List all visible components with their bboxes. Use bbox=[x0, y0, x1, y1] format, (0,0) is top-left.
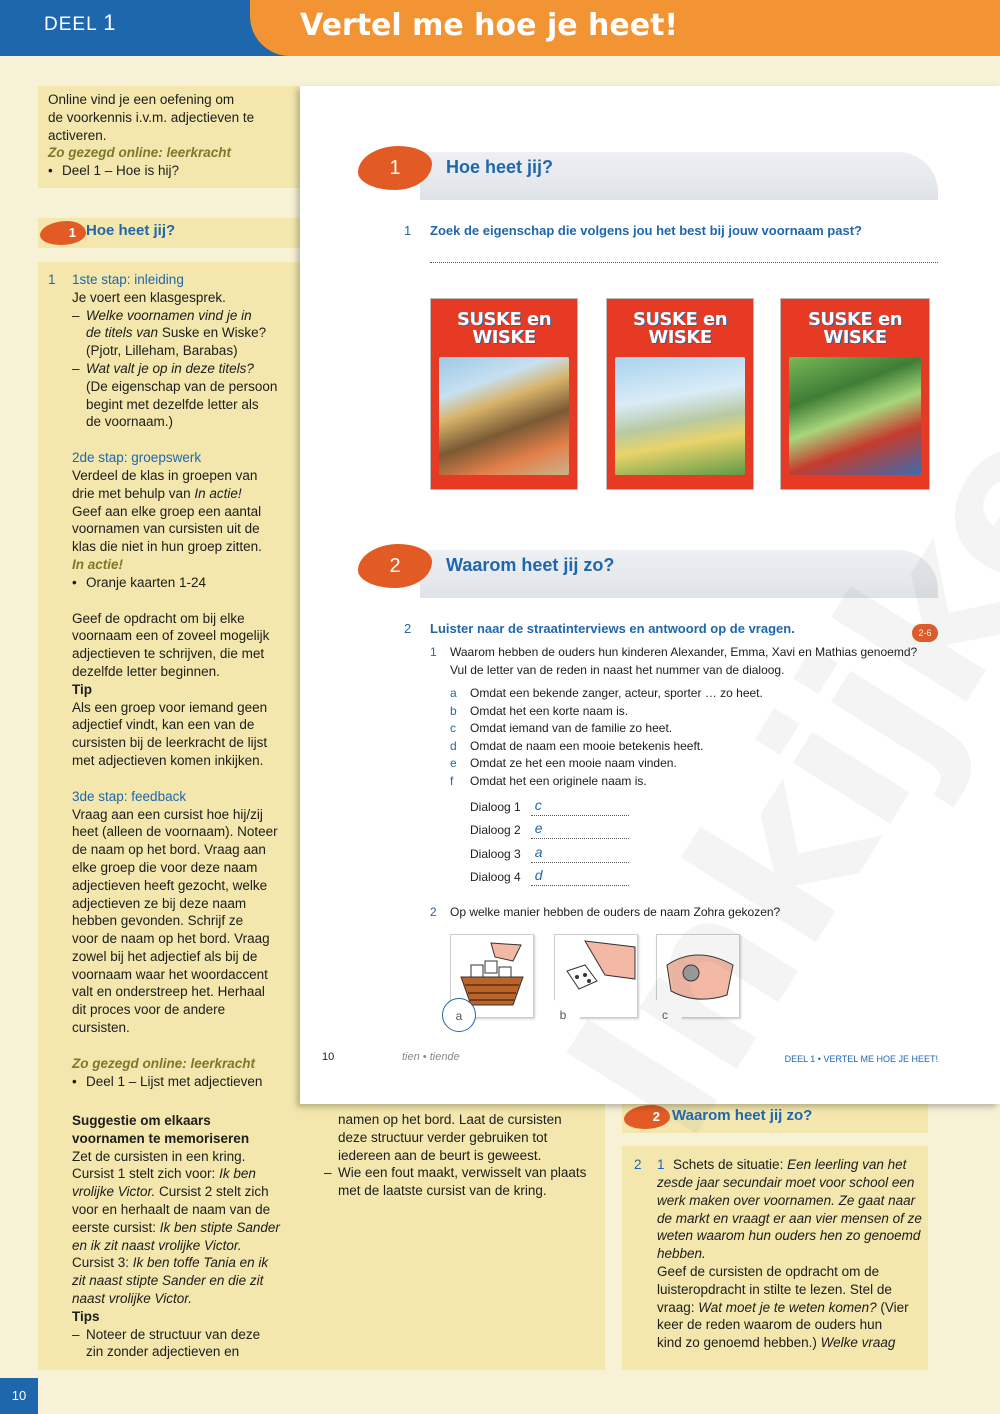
online-link-2[interactable]: Deel 1 – Lijst met adjectieven bbox=[86, 1073, 263, 1089]
album-cover: SUSKE en WISKE bbox=[606, 298, 754, 490]
dialog-answer-field[interactable]: a bbox=[531, 849, 629, 863]
left-section1-title: Hoe heet jij? bbox=[86, 222, 176, 239]
section2-blob: 2 bbox=[624, 1105, 670, 1129]
right-notes-subnum: 1 bbox=[657, 1157, 665, 1172]
pic-label-c[interactable]: c bbox=[648, 998, 682, 1032]
dialog-row: Dialoog 3 a bbox=[470, 845, 629, 863]
right-notes-text: Schets de situatie: Een leerling van het bbox=[673, 1157, 907, 1172]
dialog-row: Dialoog 4 d bbox=[470, 868, 629, 886]
right-notes-text-cont: zesde jaar secundair moet voor school een werk maken over voornamen. Ze gaat naar de markt en vraagt er aan vier mensen of ze weten waarom hun ouders hen zo genoemd hebben. Geef de cursisten de opdracht om de luisteropdracht in stilte te lezen. Stel de vraag: Wat moet je te weten komen? (Vier keer de reden waarom de ouders hun kind zo genoemd hebben.) Welke vraag bbox=[657, 1175, 922, 1351]
suggestie-text: Suggestie om elkaars voornamen te memoriseren Zet de cursisten in een kring. Cursist 1 stelt zich voor: Ik ben vrolijke Victor. Cursist 2 stelt zich voor en herhaalt de naam van de eerste cursist: Ik ben stipte Sander en ik zit naast vrolijke Victor. Cursist 3: Ik ben toffe Tania en ik zit naast stipte Sander en die zit naast vrolijke Victor. Tips – Noteer de structuur van deze zin zonder adjectieven en bbox=[72, 1112, 297, 1361]
option-item: b Omdat het een korte naam is. bbox=[450, 703, 629, 718]
audio-track-badge[interactable]: 2-6 bbox=[912, 624, 938, 642]
q1-text: Waarom hebben de ouders hun kinderen Alexander, Emma, Xavi en Mathias genoemd? Vul de letter van de reden in naast het nummer van de dialoog. bbox=[450, 645, 918, 677]
right-notes-num: 2 bbox=[634, 1157, 642, 1172]
s2-blob: 2 bbox=[358, 544, 432, 588]
right-section2-title: Waarom heet jij zo? bbox=[672, 1107, 813, 1124]
dialog-answer-field[interactable]: c bbox=[531, 802, 629, 816]
answer-circle-a[interactable]: a bbox=[442, 998, 476, 1032]
online-box: Online vind je een oefening om de voorkennis i.v.m. adjectieven te activeren. Zo gezegd online: leerkracht Deel 1 – Hoe is hij? bbox=[38, 86, 300, 188]
ex1-answer-line[interactable] bbox=[430, 262, 938, 263]
s1-title: Hoe heet jij? bbox=[446, 157, 554, 177]
ex1-text: Zoek de eigenschap die volgens jou het best bij jouw voornaam past? bbox=[430, 223, 862, 238]
q1-num: 1 bbox=[430, 645, 437, 659]
album-cover: SUSKE en WISKE bbox=[780, 298, 930, 490]
pic-label-b[interactable]: b bbox=[546, 998, 580, 1032]
ex2-text: Luister naar de straatinterviews en antwoord op de vragen. bbox=[430, 621, 795, 636]
teacher-notes: 1ste stap: inleiding Je voert een klasgesprek. – Welke voornamen vind je in de titels van Suske en Wiske? (Pjotr, Lilleham, Barabas) – Wat valt je op in deze titels? (De eigenschap van de persoon begint met dezelfde letter als de voornaam.) 2de stap: groepswerk Verdeel de klas in groepen van drie met behulp van In actie! Geef aan elke groep een aantal voornamen van cursisten uit de klas die niet in hun groep zitten. In actie! • Oranje kaarten 1-24 Geef de opdracht om bij elke voornaam een of zoveel mogelijk adjectieven te schrijven, die met dezelfde letter beginnen. Tip Als een groep voor iemand geen adjectief vindt, kan een van de cursisten bij de leerkracht de lijst met adjectieven komen inkijken. 3de stap: feedback Vraag aan een cursist hoe hij/zij heet (alleen de voornaam). Noteer de naam op het bord. Vraag aan elke groep die voor deze naam adjectieven heeft gezocht, welke adjectieven ze bij deze naam hebben gevonden. Schrijf ze voor de naam op het bord. Vraag zowel bij het adjectief als bij de voornaam waar het woordaccent valt en onderstreep het. Herhaal dit proces voor de andere cursisten. Zo gezegd online: leerkracht • Deel 1 – Lijst met adjectieven bbox=[72, 271, 294, 1090]
option-item: d Omdat de naam een mooie betekenis heeft. bbox=[450, 738, 704, 753]
teacher-num: 1 bbox=[48, 272, 56, 287]
student-page-number: 10 bbox=[322, 1051, 335, 1063]
online-link[interactable]: Deel 1 – Hoe is hij? bbox=[62, 163, 180, 179]
q2-text: Op welke manier hebben de ouders de naam Zohra gekozen? bbox=[450, 905, 781, 919]
option-item: a Omdat een bekende zanger, acteur, sporter … zo heet. bbox=[450, 686, 763, 700]
option-item: c Omdat iemand van de familie zo heet. bbox=[450, 721, 673, 736]
dialog-row: Dialoog 1 c bbox=[470, 798, 629, 816]
section1-blob: 1 bbox=[40, 221, 86, 245]
page-number: 10 bbox=[0, 1378, 38, 1414]
page-title: Vertel me hoe je heet! bbox=[300, 8, 679, 43]
header-deel: DEEL 1 bbox=[44, 10, 117, 35]
dialog-answer-field[interactable]: e bbox=[531, 825, 629, 839]
dialog-answer-field[interactable]: d bbox=[531, 872, 629, 886]
dialog-row: Dialoog 2 e bbox=[470, 821, 629, 839]
s2-title: Waarom heet jij zo? bbox=[446, 555, 615, 575]
album-cover: SUSKE en WISKE bbox=[430, 298, 578, 490]
q2-num: 2 bbox=[430, 905, 437, 919]
student-page-footer: DEEL 1 • VERTEL ME HOE JE HEET! bbox=[784, 1054, 938, 1064]
ex1-num: 1 bbox=[404, 223, 412, 238]
ex2-num: 2 bbox=[404, 621, 412, 636]
s1-blob: 1 bbox=[358, 146, 432, 190]
middle-bottom-text: namen op het bord. Laat de cursisten deze structuur verder gebruiken tot iedereen aan de beurt is geweest. – Wie een fout maakt, verwisselt van plaats met de laatste cursist van de kring. bbox=[338, 1111, 600, 1200]
option-item: f Omdat het een originele naam is. bbox=[450, 773, 647, 788]
student-page-words: tien • tiende bbox=[402, 1051, 460, 1063]
option-item: e Omdat ze het een mooie naam vinden. bbox=[450, 756, 677, 771]
